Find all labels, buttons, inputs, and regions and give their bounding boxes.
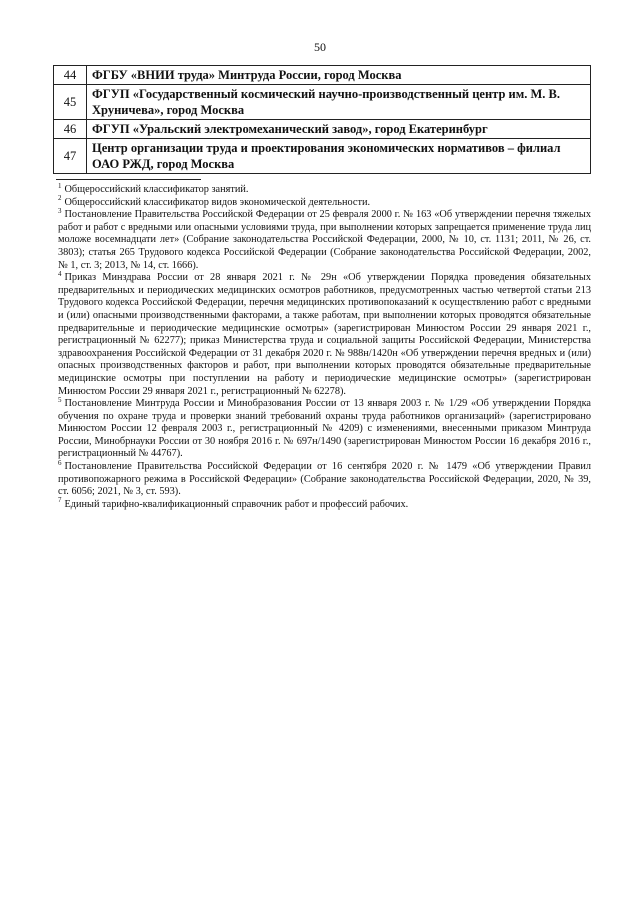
footnote (58, 496, 591, 512)
footnote-mark: 5 (58, 395, 62, 404)
footnote (58, 395, 591, 461)
footnote (58, 181, 591, 197)
footnote-mark: 7 (58, 496, 62, 505)
footnotes (58, 181, 591, 511)
footnote (58, 194, 591, 210)
organization-name: Центр организации труда и проектирования экономических нормативов – филиал ОАО РЖД, город Москва (87, 139, 591, 174)
row-number: 47 (54, 139, 87, 174)
footnote-mark: 3 (58, 206, 62, 215)
page-number: 50 (314, 40, 326, 54)
footnote (58, 269, 591, 398)
footnote-text: Постановление Минтруда России и Минобразования России от 13 января 2003 г. № 1/29 «Об утверждении Порядка обучения по охране труда и проверки знаний требований охраны труда работников организаций» (зарегистрировано Минюстом России 12 февраля 2003 г., регистрационный № 4209) с изменениями, внесенными приказом Минтруда России, Минобрнауки России от 30 ноября 2016 г. № 697н/1490 (зарегистрирован Минюстом России 16 декабря 2016 г., регистрационный № 44767). (58, 398, 591, 460)
row-number: 45 (54, 85, 87, 120)
table-row (54, 139, 591, 174)
row-number: 44 (54, 66, 87, 85)
footnote-text: Единый тарифно-квалификационный справочник работ и профессий рабочих. (64, 498, 409, 510)
footnote-text: Постановление Правительства Российской Федерации от 16 сентября 2020 г. № 1479 «Об утверждении Правил противопожарного режима в Российской Федерации» (Собрание законодательства Российской Федерации, 2020, № 39, ст. 6056; 2021, № 3, ст. 593). (58, 461, 591, 498)
footnote-text: Приказ Минздрава России от 28 января 2021 г. № 29н «Об утверждении Порядка проведения обязательных предварительных и периодических медицинских осмотров работников, предусмотренных частью четвертой статьи 213 Трудового кодекса Российской Федерации, перечня медицинских противопоказаний к осуществлению работ с вредными и (или) опасными производственными факторами, а также работам, при выполнении которых проводятся обязательные предварительные и периодические медицинские осмотры» (зарегистрирован Минюстом России 29 января 2021 г., регистрационный № 62277); приказ Министерства труда и социальной защиты Российской Федерации, Министерства здравоохранения Российской Федерации от 31 декабря 2020 г. № 988н/1420н «Об утверждении перечня вредных и (или) опасных производственных факторов и работ, при выполнении которых проводятся обязательные предварительные медицинские осмотры при поступлении на работу и периодические медицинские осмотры» (зарегистрирован Минюстом России 29 января 2021 г., регистрационный № 62278). (58, 272, 591, 397)
table-row (54, 120, 591, 139)
footnote-mark: 1 (58, 181, 62, 190)
footnote-mark: 4 (58, 269, 62, 278)
footnote-mark: 6 (58, 458, 62, 467)
footnote (58, 458, 591, 499)
row-number: 46 (54, 120, 87, 139)
footnote-separator (56, 179, 201, 180)
table-row (54, 66, 591, 85)
footnote-text: Постановление Правительства Российской Федерации от 25 февраля 2000 г. № 163 «Об утверждении перечня тяжелых работ и работ с вредными или опасными условиями труда, при выполнении которых запрещается применение труда лиц моложе восемнадцати лет» (Собрание законодательства Российской Федерации, 2000, № 10, ст. 1131; 2011, № 26, ст. 3803); статья 265 Трудового кодекса Российской Федерации (Собрание законодательства Российской Федерации, 2002, № 1, ст. 3; 2013, № 14, ст. 1666). (58, 209, 591, 271)
footnote-text: Общероссийский классификатор видов экономической деятельности. (64, 196, 371, 208)
footnote (58, 206, 591, 272)
organizations-table (53, 65, 591, 174)
footnote-mark: 2 (58, 194, 62, 203)
table-row (54, 85, 591, 120)
organization-name: ФГБУ «ВНИИ труда» Минтруда России, город Москва (87, 66, 591, 85)
organization-name: ФГУП «Государственный космический научно-производственный центр им. М. В. Хруничева», город Москва (87, 85, 591, 120)
footnote-text: Общероссийский классификатор занятий. (64, 184, 249, 195)
organization-name: ФГУП «Уральский электромеханический завод», город Екатеринбург (87, 120, 591, 139)
